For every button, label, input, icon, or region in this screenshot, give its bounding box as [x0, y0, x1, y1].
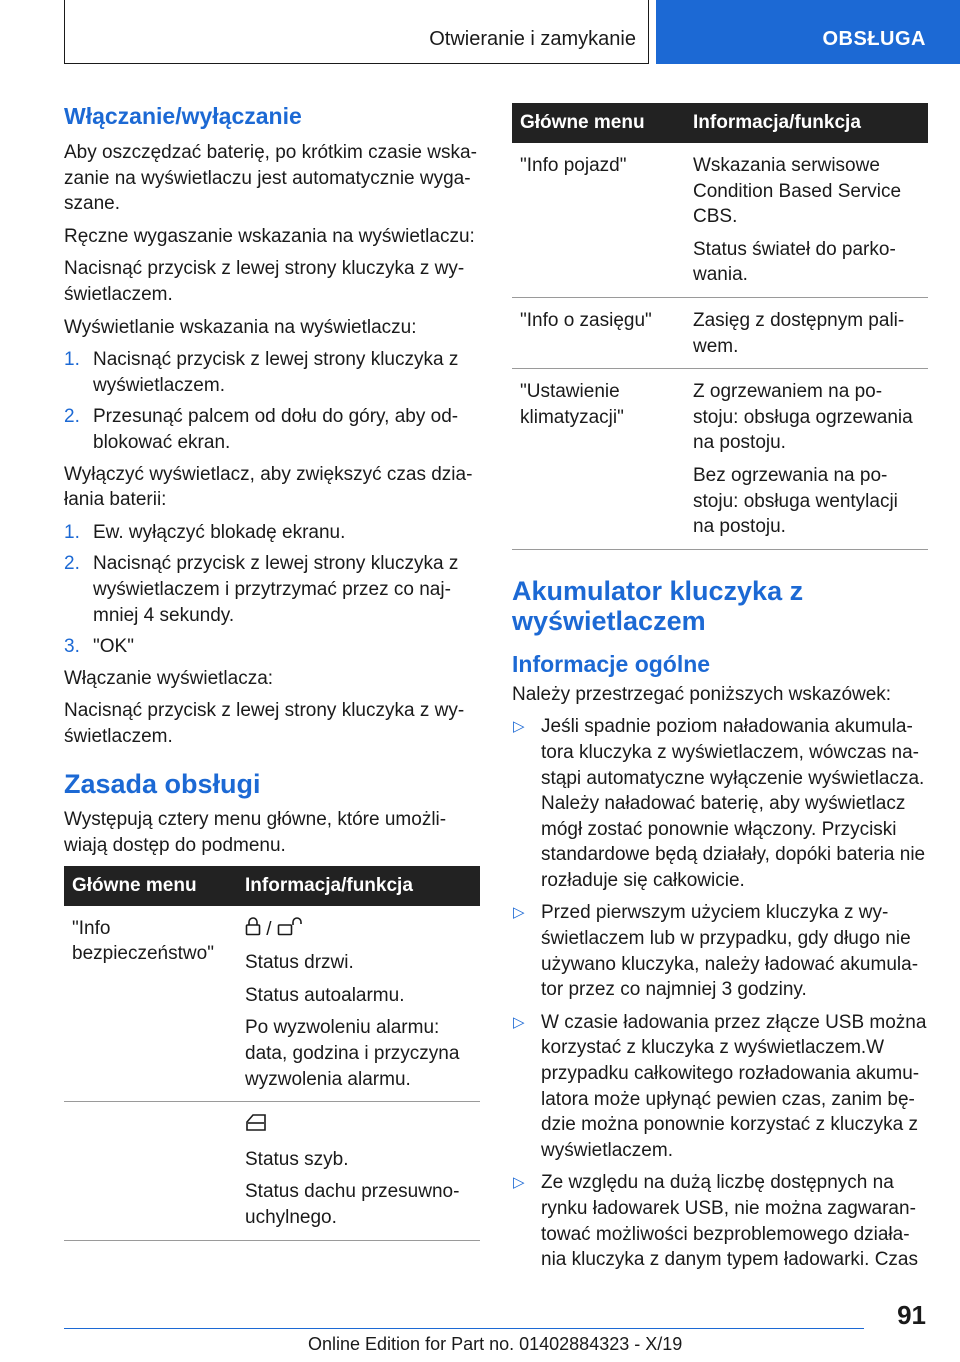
paragraph-battery: Aby oszczędzać baterię, po krótkim czasie wskazanie na wyświetlaczu jest automatycznie wygaszane.	[64, 142, 477, 215]
notes-list	[512, 714, 928, 1272]
icon-row	[245, 1112, 472, 1140]
triangle-bullet-icon: ▷	[513, 718, 525, 736]
triangle-bullet-icon: ▷	[513, 904, 525, 922]
table-row	[512, 369, 928, 550]
table-header-info: Informacja/funkcja	[685, 103, 928, 143]
info-line: Po wyzwoleniu alarmu: data, godzina i przyczyna wyzwolenia alarmu.	[245, 1017, 460, 1090]
table-cell-info	[685, 143, 928, 297]
step-number: 1.	[64, 349, 80, 371]
list-item	[64, 634, 480, 660]
info-line: Status drzwi.	[245, 952, 354, 974]
step-text: Przesunąć palcem od dołu do góry, aby odblokować ekran.	[93, 406, 459, 453]
heading-on-off: Włączanie/wyłączanie	[64, 103, 302, 129]
note-text: Jeśli spadnie poziom naładowania akumulatora kluczyka z wyświetlaczem, wówczas nastąpi automatyczne wyłączenie wyświetlacza. Należy naładować baterię, aby wyświetlacz mógł zostać ponownie włączony. Przyciski standardowe będą działały, dopóki bateria nie rozładuje się całkowicie.	[541, 716, 926, 891]
list-item	[64, 404, 480, 455]
list-item	[512, 900, 928, 1002]
info-line: Status autoalarmu.	[245, 984, 405, 1006]
table-cell-menu: "Info o zasięgu"	[512, 297, 685, 368]
info-line: Status świateł do parkowania.	[693, 238, 896, 286]
section-title: OBSŁUGA	[822, 28, 926, 50]
table-row	[64, 906, 480, 1102]
table-cell-info	[237, 1102, 480, 1240]
left-column	[64, 100, 480, 1241]
list-item	[64, 551, 480, 628]
icon-separator: /	[266, 918, 272, 940]
right-column	[512, 103, 928, 1280]
table-cell-info	[237, 906, 480, 1102]
header-section-tab	[656, 0, 960, 64]
table-header-menu: Główne menu	[64, 866, 237, 906]
header-chapter-box	[64, 0, 649, 64]
note-text: W czasie ładowania przez złącze USB można korzystać z kluczyka z wyświetlaczem.W przypadku całkowitego rozładowania akumulatora może upłynąć pewien czas, zanim będzie można ponownie korzystać z kluczyka z wyświetlaczem.	[541, 1011, 927, 1161]
table-row	[512, 297, 928, 368]
info-line: Bez ogrzewania na postoju: obsługa wentylacji na postoju.	[693, 464, 898, 538]
icon-row	[245, 916, 472, 944]
step-text: Nacisnąć przycisk z lewej strony kluczyka z wyświetlaczem.	[93, 349, 459, 396]
steps-switch-off	[64, 520, 480, 660]
heading-principle: Zasada obsługi	[64, 769, 261, 800]
paragraph-principle: Występują cztery menu główne, które umożliwiają dostęp do podmenu.	[64, 809, 447, 857]
note-text: Ze względu na dużą liczbę dostępnych na rynku ładowarek USB, nie można zagwarantować możliwości bezproblemowego działania kluczyka z danym typem ładowarki. Czas	[541, 1172, 918, 1271]
footer-edition: Online Edition for Part no. 01402884323 - X/19	[308, 1334, 683, 1354]
menu-table-right	[512, 103, 928, 550]
table-cell-menu	[64, 1102, 237, 1240]
paragraph-switch-on-action: Nacisnąć przycisk z lewej strony kluczyka z wyświetlaczem.	[64, 700, 465, 747]
paragraph-switch-off: Wyłączyć wyświetlacz, aby zwiększyć czas działania baterii:	[64, 463, 473, 511]
table-cell-info	[685, 369, 928, 550]
footer-divider	[64, 1328, 864, 1329]
table-cell-menu: "Ustawienie klimatyzacji"	[512, 369, 685, 550]
table-cell-menu: "Info pojazd"	[512, 143, 685, 297]
note-text: Przed pierwszym użyciem kluczyka z wyświetlaczem lub w przypadku, gdy długo nie używano kluczyka, należy ładować akumulator przez co najmniej 3 godziny.	[541, 902, 919, 1001]
chapter-title: Otwieranie i zamykanie	[429, 28, 636, 50]
info-line: Z ogrzewaniem na postoju: obsługa ogrzewania na postoju.	[693, 381, 913, 454]
paragraph-notes: Należy przestrzegać poniższych wskazówek:	[512, 683, 892, 705]
paragraph-display-on: Wyświetlanie wskazania na wyświetlaczu:	[64, 316, 417, 338]
list-item	[64, 520, 480, 546]
info-line: Status szyb.	[245, 1148, 349, 1170]
car-window-icon	[245, 1112, 267, 1140]
step-number: 2.	[64, 406, 80, 428]
heading-key-battery: Akumulator kluczyka z wyświetlaczem	[512, 575, 804, 636]
page-number: 91	[897, 1300, 926, 1330]
table-header-info: Informacja/funkcja	[237, 866, 480, 906]
lock-closed-icon	[245, 916, 261, 944]
triangle-bullet-icon: ▷	[513, 1013, 525, 1031]
menu-table-left	[64, 866, 480, 1241]
info-line: Status dachu przesuwno-uchylnego.	[245, 1181, 460, 1228]
list-item	[512, 714, 928, 893]
list-item	[512, 1170, 928, 1272]
table-cell-info	[685, 297, 928, 368]
paragraph-switch-on: Włączanie wyświetlacza:	[64, 667, 274, 689]
table-cell-menu: "Info bezpieczeństwo"	[64, 906, 237, 1102]
steps-display-on	[64, 347, 480, 455]
list-item	[512, 1010, 928, 1164]
paragraph-manual-off: Ręczne wygaszanie wskazania na wyświetlaczu:	[64, 225, 475, 247]
table-row	[64, 1102, 480, 1240]
step-number: 1.	[64, 521, 80, 543]
table-header-menu: Główne menu	[512, 103, 685, 143]
list-item	[64, 347, 480, 398]
step-text: "OK"	[93, 636, 134, 658]
triangle-bullet-icon: ▷	[513, 1174, 525, 1192]
step-text: Ew. wyłączyć blokadę ekranu.	[93, 521, 346, 543]
info-line: Zasięg z dostępnym paliwem.	[693, 309, 905, 357]
paragraph-manual-off-action: Nacisnąć przycisk z lewej strony kluczyka z wyświetlaczem.	[64, 258, 465, 305]
step-number: 3.	[64, 636, 80, 658]
step-text: Nacisnąć przycisk z lewej strony kluczyka z wyświetlaczem i przytrzymać przez co najmniej 4 sekundy.	[93, 553, 459, 626]
info-line: Wskazania serwisowe Condition Based Service CBS.	[693, 155, 902, 228]
step-number: 2.	[64, 553, 80, 575]
subheading-general-info: Informacje ogólne	[512, 650, 711, 677]
table-row	[512, 143, 928, 297]
lock-open-icon	[277, 916, 303, 944]
